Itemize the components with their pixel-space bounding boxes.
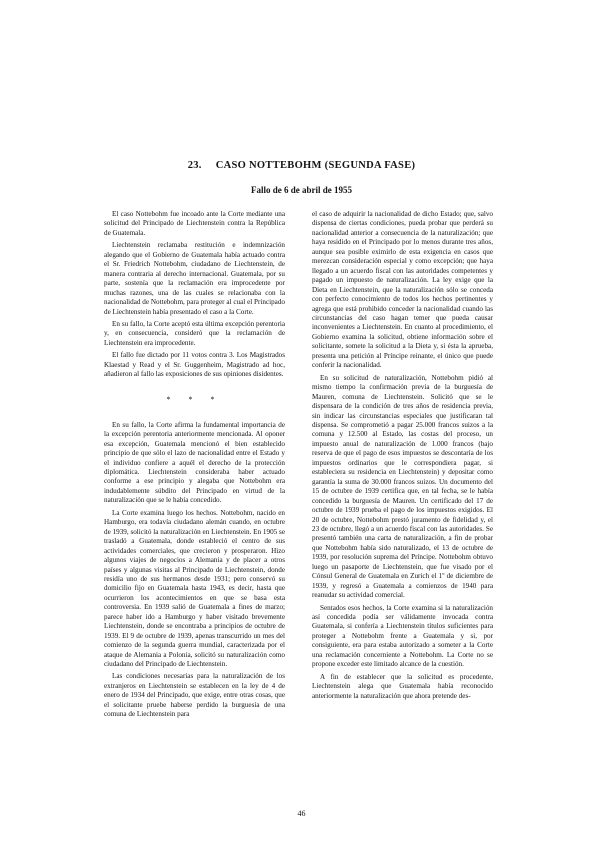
case-heading xyxy=(0,160,603,171)
paragraph: En su fallo, la Corte aceptó esta última excepción perentoria y, en consecuencia, consideró que la reclamación de Liechtenstein era improcedente. xyxy=(104,319,285,347)
paragraph: el caso de adquirir la nacionalidad de dicho Estado; que, salvo dispensa de ciertas condiciones, pueda probar que perderá su nacionalidad anterior a consecuencia de la naturalización; que haya residido en el Principado por lo menos durante tres años, aunque sea posible eximirlo de esta exigencia en casos que merezcan consideración especial y como excepción; que haya llegado a un acuerdo fiscal con las autoridades competentes y pagado un impuesto de naturalización. La ley exige que la Dieta en Liechtenstein, que la naturalización sólo se conceda con perfecto conocimiento de todos los hechos pertinentes y agrega que está prohibido conceder la nacionalidad cuando las circunstancias del caso hagan temer que pueda causar inconvenientes a Liechtenstein. En cuanto al procedimiento, el Gobierno examina la solicitud, obtiene información sobre el solicitante, somete la solicitud a la Dieta y, si ésta la aprueba, presenta una petición al Príncipe reinante, el único que puede conferir la nacionalidad. xyxy=(312,210,493,370)
case-title: CASO NOTTEBOHM (SEGUNDA FASE) xyxy=(215,160,416,171)
paragraph: Sentados esos hechos, la Corte examina si la naturalización así concedida podía ser válidamente invocada contra Guatemala, si confería a Liechtenstein títulos suficientes para proteger a Nottebohm frente a Guatemala y si, por consiguiente, era para estaba autorizado a someter a la Corte una reclamación concerniente a Nottebohm. La Corte no se propone exceder este limitado alcance de la cuestión. xyxy=(312,603,493,669)
paragraph: Las condiciones necesarias para la naturalización de los extranjeros en Liechtenstein se establecen en la ley de 4 de enero de 1934 del Principado, que exige, entre otras cosas, que el solicitante pruebe haberse perdido la burguesía de una comuna de Liechtenstein para xyxy=(104,672,285,719)
judgment-date: Fallo de 6 de abril de 1955 xyxy=(251,185,352,195)
left-column xyxy=(104,210,285,723)
paragraph: El fallo fue dictado por 11 votos contra 3. Los Magistrados Klaestad y Read y el Sr. Guggenheim, Magistrado ad hoc, añadieron al fallo las exposiciones de sus opiniones disidentes. xyxy=(104,351,285,379)
page-number: 46 xyxy=(297,809,306,818)
paragraph: En su solicitud de naturalización, Nottebohm pidió al mismo tiempo la confirmación previa de la burguesía de Mauren, comuna de Liechtenstein. Solicitó que se le dispensara de la condición de tres años de residencia previa, sin indicar las circunstancias especiales que justificaran tal dispensa. Se comprometió a pagar 25.000 francos suizos a la comuna y 12.500 al Estado, las costas del proceso, un impuesto anual de naturalización de 1.000 francos (bajo reserva de que el pago de esos impuestos se descontaría de los impuestos ordinarios que le correspondiera pagar, si estableciera su residencia en Liechtenstein) y depositar como garantía la suma de 30.000 francos suizos. Un documento del 15 de octubre de 1939 certifica que, en tal fecha, se le había concedido la burguesía de Mauren. Un certificado del 17 de octubre de 1939 prueba el pago de los impuestos exigidos. El 20 de octubre, Nottebohm prestó juramento de fidelidad y, el 23 de octubre, llegó a un acuerdo fiscal con las autoridades. Se presentó también una carta de naturalización, a fin de probar que Nottebohm había sido naturalizado, el 13 de octubre de 1939, por resolución suprema del Príncipe. Nottebohm obtuvo luego un pasaporte de Liechtenstein, que fue visado por el Cónsul General de Guatemala en Zurich el 1º de diciembre de 1939, y regresó a Guatemala a comienzos de 1940 para reanudar su actividad comercial. xyxy=(312,373,493,600)
paragraph: Liechtenstein reclamaba restitución e indemnización alegando que el Gobierno de Guatemala había actuado contra el Sr. Friedrich Nottebohm, ciudadano de Liechtenstein, de manera contraria al derecho internacional. Guatemala, por su parte, sostenía que la reclamación era improcedente por muchas razones, una de las cuales se relacionaba con la nacionalidad de Nottebohm, para proteger al cual el Principado de Liechtenstein había presentado el caso a la Corte. xyxy=(104,241,285,316)
case-number: 23. xyxy=(187,160,202,171)
right-column xyxy=(312,210,493,704)
paragraph: El caso Nottebohm fue incoado ante la Corte mediante una solicitud del Principado de Liechtenstein contra la República de Guatemala. xyxy=(104,210,285,237)
paragraph: En su fallo, la Corte afirma la fundamental importancia de la excepción perentoria anteriormente mencionada. Al oponer esa excepción, Guatemala mencionó el bien establecido principio de que sólo el lazo de nacionalidad entre el Estado y el individuo confiere a aquél el derecho de la protección diplomática. Liechtenstein consideraba haber actuado conforme a ese principio y alegaba que Nottebohm era indudablemente súbdito del Principado en virtud de la naturalización que se le había concedido. xyxy=(104,420,285,505)
section-separator: * * * xyxy=(166,394,223,404)
paragraph: A fin de establecer que la solicitud es procedente, Liechtenstein alega que Guatemala había reconocido anteriormente la naturalización que ahora pretende des- xyxy=(312,672,493,700)
paragraph: La Corte examina luego los hechos. Nottebohm, nacido en Hamburgo, era todavía ciudadano alemán cuando, en octubre de 1939, solicitó la naturalización en Liechtenstein. En 1905 se trasladó a Guatemala, donde estableció el centro de sus actividades comerciales, que crecieron y prosperaron. Hizo algunos viajes de negocios a Alemania y de placer a otros países y algunas visitas al Principado de Liechtenstein, donde residía uno de sus hermanos desde 1931; pero conservó su domicilio fijo en Guatemala hasta 1943, es decir, hasta que ocurrieron los acontecimientos en que se basa esta controversia. En 1939 salió de Guatemala a fines de marzo; parece haber ido a Hamburgo y haber visitado brevemente Liechtenstein, donde se encontraba a principios de octubre de 1939. El 9 de octubre de 1939, apenas transcurrido un mes del comienzo de la segunda guerra mundial, caracterizada por el ataque de Alemania a Polonia, solicitó su naturalización como ciudadano del Principado de Liechtenstein. xyxy=(104,508,285,669)
